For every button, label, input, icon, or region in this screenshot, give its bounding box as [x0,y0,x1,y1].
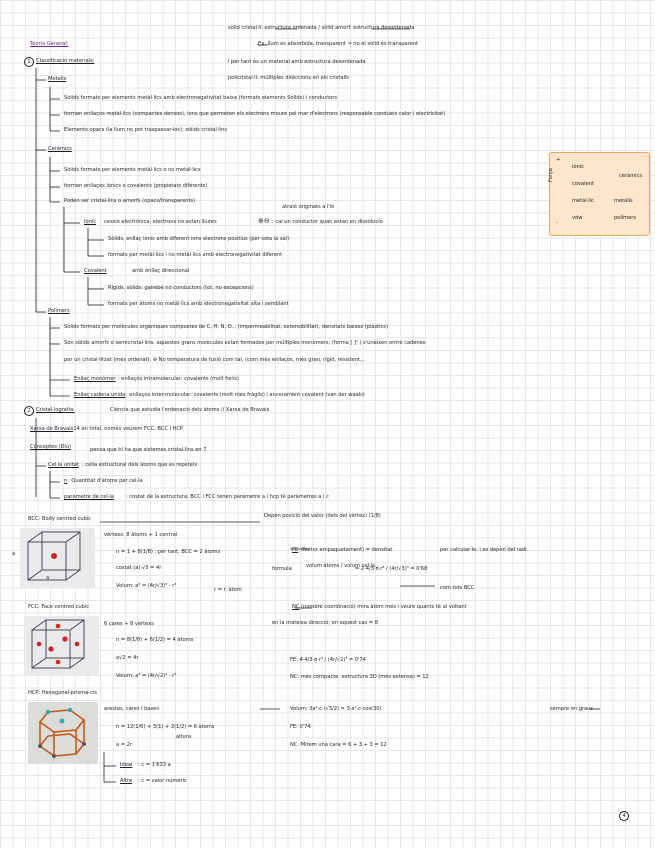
note-line-4: policristal·lí: múltiples direccions en els cristalls [228,75,349,81]
note-line-3: i per tant és un material amb estructura desordenada [228,59,366,65]
bond-chain-label: Enllaç cadena unida [74,392,126,398]
concepts-label: Conceptes (Diu) [30,444,72,450]
formula-calc: = 2·4/3·π·r³ / (4r/√3)³ = 0'68 [355,566,428,572]
bravais-text: : 14 en total, només veurem FCC, BCC i HCP [70,426,183,432]
param-label: paràmetre de cel·la [64,494,114,500]
ceramics-line: Sòlids formats per elements metàl·lics o no metàl·lics [64,167,201,173]
box-ceramics: ceràmics [619,173,643,179]
bravais-label: Xarxa de Bravais [30,426,74,432]
fcc-nc: NC: més compacte, estructura 3D (més extensa) = 12 [290,674,429,680]
hcp-volume-note: sempre en graus [550,706,594,712]
fcc-fe: FE: 4·4/3·π·r³ / (4r/√2)³ = 0'74 [290,657,366,663]
cell-text: : cella estructural dels àtoms que es repeteix [82,462,198,468]
ceramics-label: Ceràmics [48,146,72,152]
box-axis-label: Força [548,168,554,182]
ionic-sub: formats per metàl·lics i no metàl·lics amb electronegativitat diferent [108,252,283,258]
box-item: vdw [572,215,583,221]
formula-ratio: volum àtoms / volum cel·la [306,563,375,569]
bcc-line: costat (a)·√3 = 4r [116,565,162,571]
hcp-altura-note: altura [176,734,191,740]
fcc-title: FCC: Face centred cubic [28,604,90,610]
hcp-line: n = 12(1/6) + 3(1) + 2(1/2) = 6 àtoms [116,724,215,730]
section-number: 1 [24,57,34,67]
bcc-line: vèrtexs: 8 àtoms + 1 central [104,532,178,538]
hcp-volume: Volum: 3a²·c·(√3/2) = 3·a²·c·cos(30) [290,706,382,712]
covalent-sub: formats per àtoms no metàl·lics amb electronegativitat alta i semblant [108,301,289,307]
box-polimers: polímers [614,215,637,221]
ionic-text: cessió electrònica, electrons no estan lliures [104,219,217,225]
bcc-cube-figure [20,528,95,588]
box-metalls: metalls [614,198,633,204]
hcp-title: HCP: Hexagonal-prisma-cis [28,690,97,696]
covalent-label: Covalent [84,268,107,274]
ionic-note: atraió originats a l'ió [282,204,335,210]
box-item: iònic [572,164,584,170]
hcp-ideal-text: : c = 1'633 a [138,762,171,768]
page-title: Teoria General: [30,41,69,47]
bcc-side-a: a [12,551,16,557]
polimers-line: Sòlids formats per molècules orgàniques compostes de C, H, N, O... (impermeabilitat, extensibilitat), densitats baixes (plàstics) [64,324,388,330]
fcc-line: 6 cares + 8 vèrtexs [104,621,154,627]
polimers-line: per un cristal·litzat (més ordenat). ⊕ No temperatura de fusió com tal, (com més enllaços, més gran, rígid, resistent... [64,357,365,363]
box-minus: - [556,220,558,226]
cell-label: Cel·la unitat [48,462,79,468]
n-text: : Quantitat d'àtoms per cel·la [68,478,143,484]
ionic-label: Iònic [84,219,97,225]
bcc-line: n = 1 + 8(1/8) ; per tant, BCC = 2 àtoms [116,549,221,555]
ceramics-line: formen enllaços iònics o covalents (propietats diferents) [64,183,208,189]
hcp-fe: FE: 0'74 [290,724,311,730]
page-number: 4 [619,811,629,821]
ceramics-line: Poden ser cristal·lins o amorfs (opacs/transparents) [64,198,196,204]
polimers-line: Són sòlids amorfs o semicristal·lins, aquestes grans molècules estan formades per múltiples monòmers; (forma [ ]ⁿ ) s'uneixen entre cadenes [64,340,426,346]
cristallografia-def: Ciència que estudia l'ordenació dels àtoms // Xarxa de Bravais [110,407,270,413]
covalent-text: amb enllaç direccional [132,268,190,274]
metalls-line: Sòlids formats per elements metàl·lics amb electronegativitat baixa (formats elements Sòlids) i conductors [64,95,338,101]
fe-text-2: per calcular-lo: i es depèn del radi [440,547,527,553]
metalls-line: Elements opacs (la llum no pot traspassar-los); sòlids cristal·lins [64,127,227,133]
bcc-radius-note: r = r. àtom [214,587,242,593]
note-line-1: sòlid cristal·lí: estructura ordenada / sòlid amorf: estructura desordenada [228,25,415,31]
covalent-sub: Rígids, sòlids: gairebé no conductors (tot, no excepcions) [108,285,254,291]
nc-text: (nombre coordinació) mira àtom més i veure quants té al voltant [301,604,467,610]
fe-text: (factor empaquetament) = densitat [301,547,393,553]
bcc-line: Volum: a³ = (4r/√3)³ · r³ [116,583,177,589]
ionic-tail: ; cal un conductor quan estan en dissolució [272,219,383,225]
metalls-label: Metalls [48,76,67,82]
bcc-side-a: a [46,575,50,581]
bcc-title: BCC: Body centred cubic [28,516,91,522]
bond-monomer-text: : enllaços intramolecular: covalents (molt forts) [118,376,239,382]
bcc-note: Depèn posició del valor (dels del vèrtex) (1/8) [264,513,381,519]
box-item: covalent [572,181,594,187]
bond-chain-text: : enllaços inter-molecular: covalents (molt més fràgils) i ancorament covalent (van der waals) [126,392,365,398]
hcp-prism-figure [28,702,98,764]
fe-label: FE [292,547,299,553]
polimers-label: Polímers [48,308,70,314]
hcp-altre-label: Altre [120,778,132,784]
formula-note: com tots BCC [440,585,475,591]
nc-text-2: en la mateixa direcció; en aquest cas = 8 [272,620,378,626]
formula-label: fórmula: [272,566,294,572]
bond-strength-box [549,152,650,236]
nc-label: NC [292,604,300,610]
hcp-line: a = 2r [116,742,132,748]
metalls-line: formen enllaços metàl·lics (compactes densos), ions que permeten els electrons moure pel mar d'electrons (responsable condueix calor i electricitat) [64,111,446,117]
fcc-line: n = 8(1/8) + 6(1/2) = 4 àtoms [116,637,194,643]
fcc-cube-figure [24,616,99,676]
hcp-ideal-label: Ideal [120,762,133,768]
fcc-line: Volum: a³ = (4r/√2)³ · r³ [116,673,177,679]
bond-monomer-label: Enllaç monòmer [74,376,116,382]
n-label: n [64,478,68,484]
section-heading: Cristal·lografia: [36,407,75,413]
hcp-line: arestes, cares i bases [104,706,159,712]
fcc-line: a√2 = 4r [116,655,139,661]
note-line-2: Ex: llum es absorbida, transparent ⇒ no el sòlid és transparent [258,41,418,47]
hcp-altre-text: : c = valor numèric [138,778,187,784]
box-item: metàl·lic [572,198,594,204]
param-text: : costat de la estructura; BCC i FCC tenen paràmetre a i hcp té paràmetres a i c [126,494,329,500]
box-plus: + [556,157,561,163]
section-number: 2 [24,406,34,416]
section-heading: Classificació materials: [36,58,95,64]
hcp-nc: NC: Mirem una cara = 6 + 3 + 3 = 12 [290,742,387,748]
charge-icons: ⊕⊖ [258,217,270,225]
concepts-text: pensa que hi ha que sistemes cristal·lins en 7 [90,447,207,453]
ionic-sub: Sòlids, enllaç iònic amb diferent ions electrons positius (per sota la sal) [108,236,290,242]
